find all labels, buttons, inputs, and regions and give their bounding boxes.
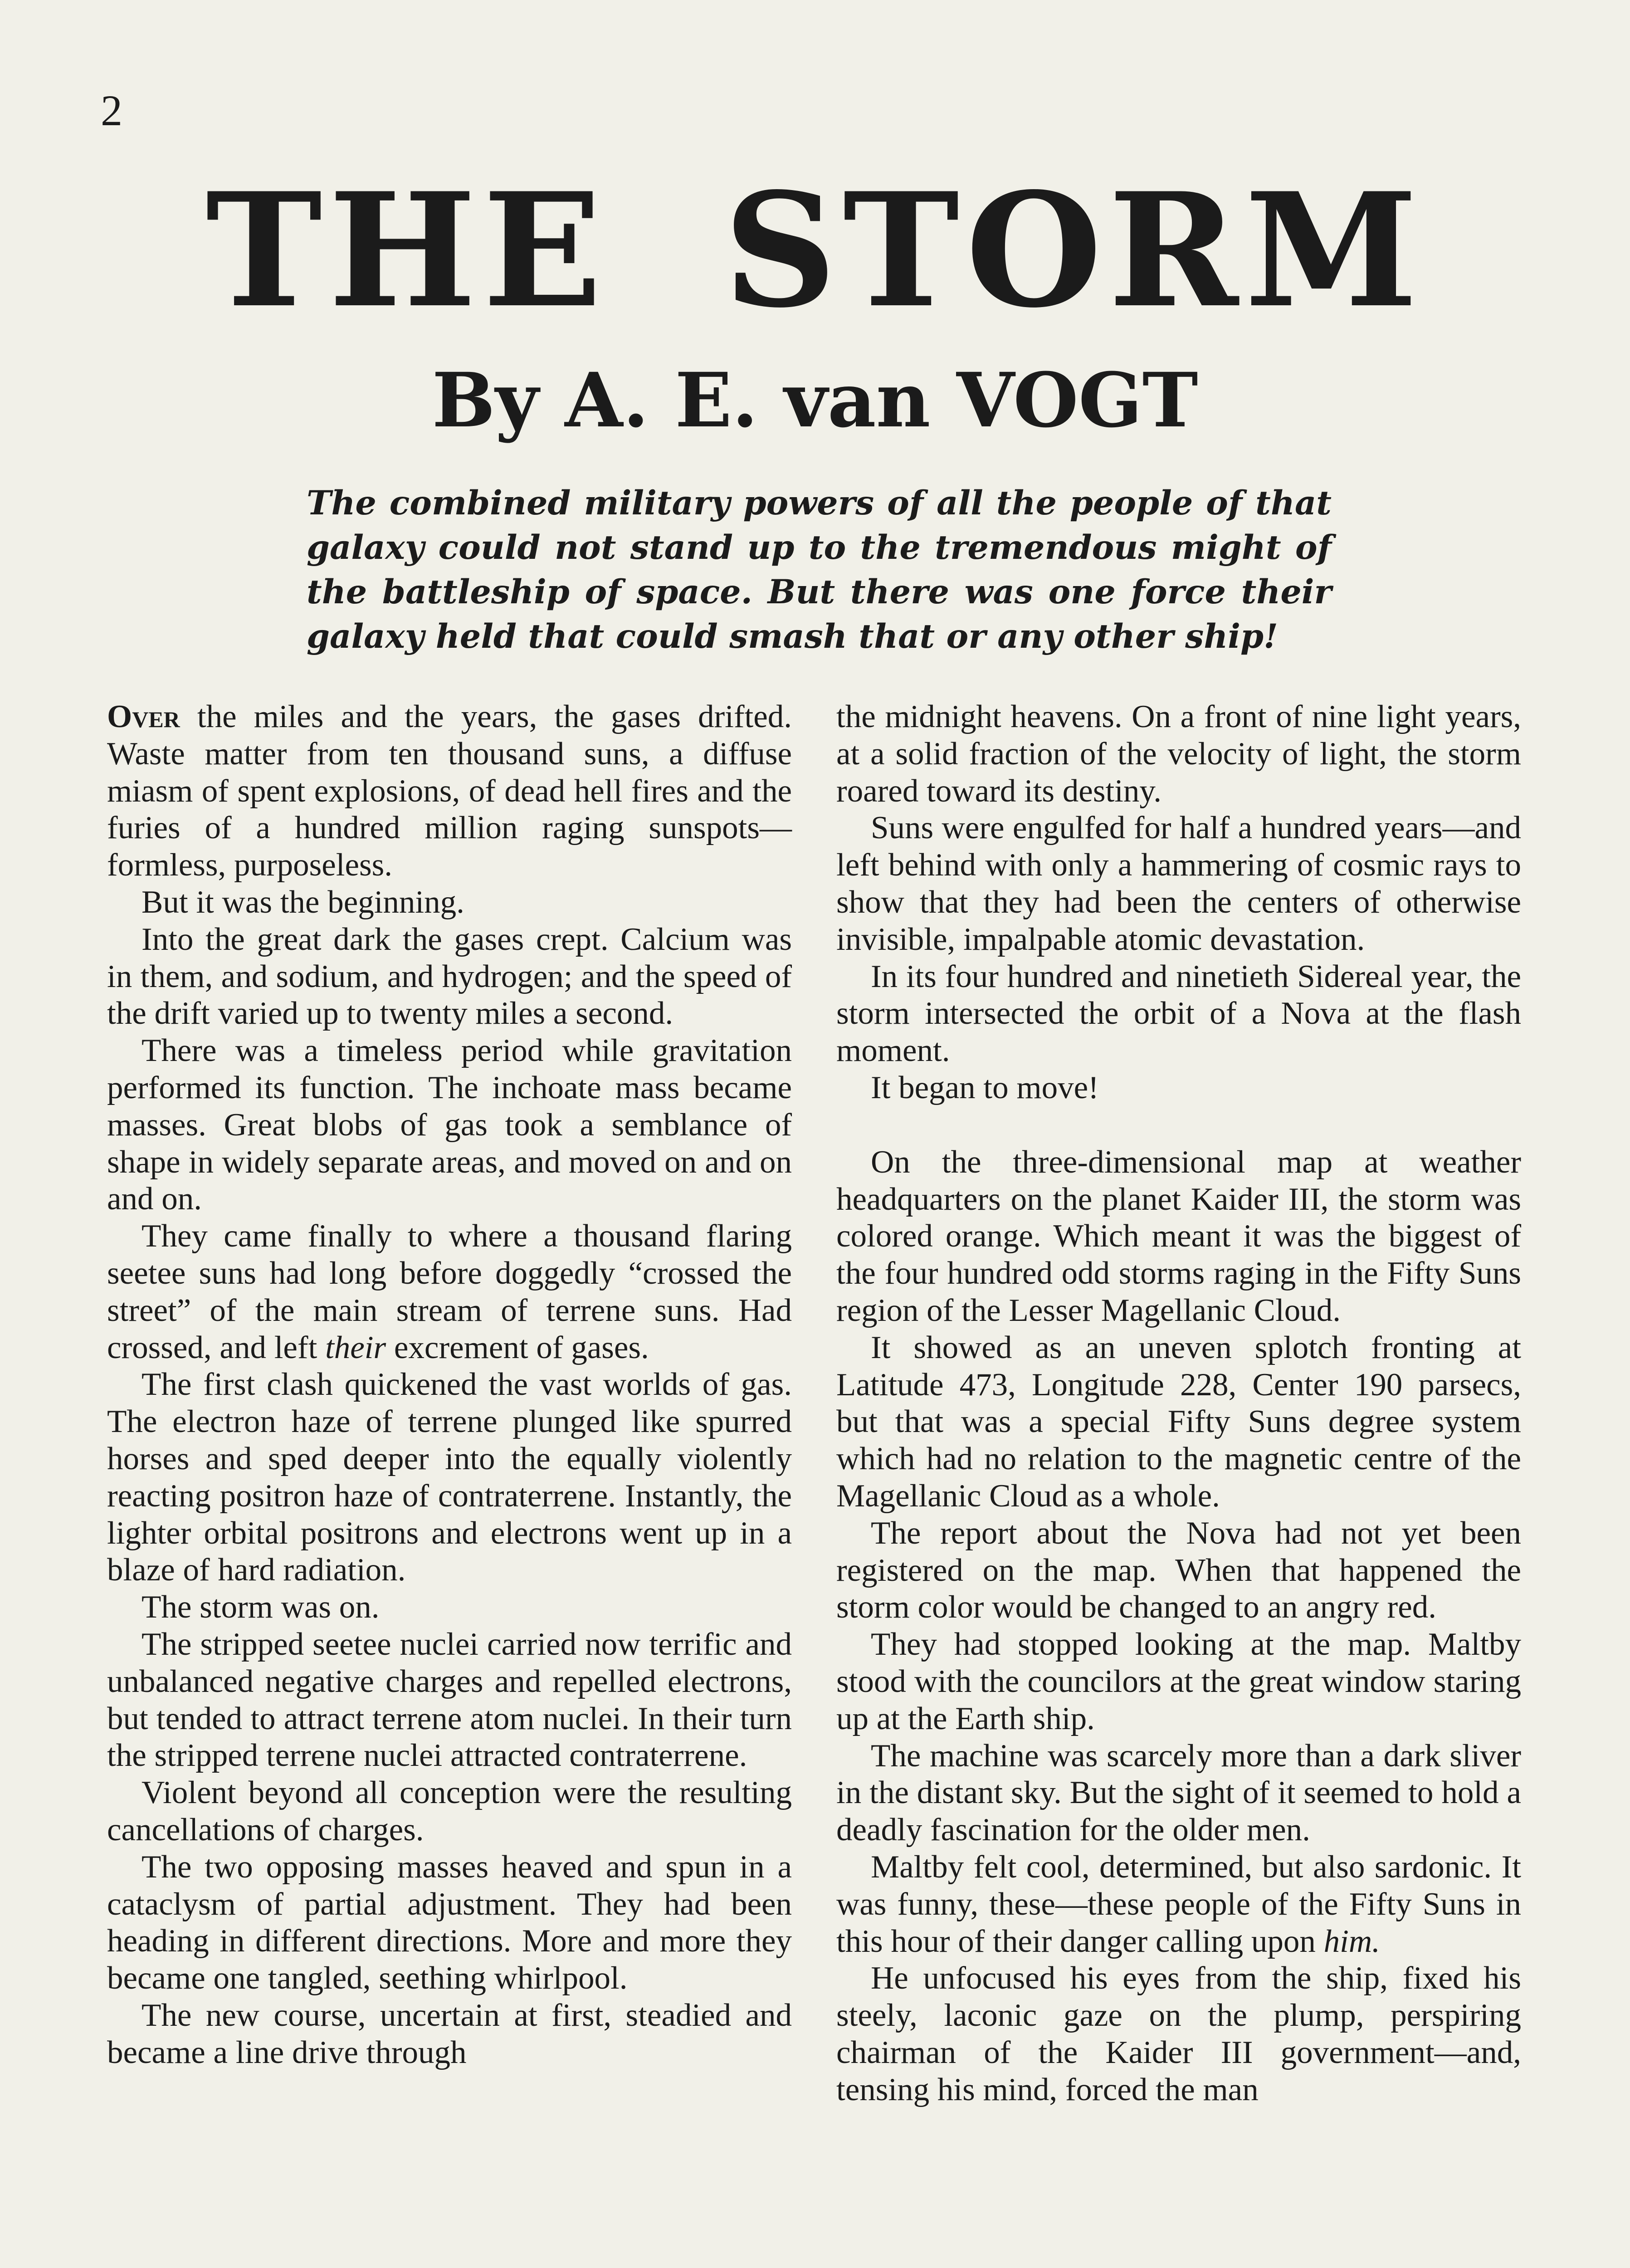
emphasis-text: their [325,1330,386,1365]
story-paragraph: The report about the Nova had not yet been registered on the map. When that happened the storm color would be changed to an angry red. [836,1515,1521,1625]
story-paragraph: the midnight heavens. On a front of nine light years, at a solid fraction of the velocity of light, the storm roared toward its destiny. [836,699,1521,809]
story-paragraph: The new course, uncertain at first, steadied and became a line drive through [107,1997,792,2070]
story-paragraph: In its four hundred and ninetieth Sidereal year, the storm intersected the orbit of a Nova at the flash moment. [836,958,1521,1069]
paragraph-text: the miles and the years, the gases drifted. Waste matter from ten thousand suns, a diffuse miasm of spent explosions, of dead hell fires and the furies of a hundred million raging sunspots—formless, purposeless. [107,699,792,883]
story-paragraph: It showed as an uneven splotch fronting at Latitude 473, Longitude 228, Center 190 parsecs, but that was a special Fifty Suns degree system which had no relation to the magnetic centre of the Magellanic Cloud as a whole. [836,1330,1521,1514]
story-paragraph: The machine was scarcely more than a dark sliver in the distant sky. But the sight of it seemed to hold a deadly fascination for the older men. [836,1738,1521,1848]
author-byline: By A. E. van VOGT [432,356,1198,444]
story-paragraph: But it was the beginning. [142,884,464,920]
story-column-right [836,699,1521,2108]
paragraph-text: Maltby felt cool, determined, but also sardonic. It was funny, these—these people of the Fifty Suns in this hour of their danger calling upon [836,1849,1521,1959]
story-paragraph: It began to move! [871,1070,1099,1105]
story-paragraph: The stripped seetee nuclei carried now terrific and unbalanced negative charges and repelled electrons, but tended to attract terrene atom nuclei. In their turn the stripped terrene nuclei attracted contraterrene. [107,1626,792,1774]
paragraph-text: They came finally to where a thousand flaring seetee suns had long before doggedly “crossed the street” of the main stream of terrene suns. Had crossed, and left [107,1218,792,1365]
story-paragraph: The first clash quickened the vast worlds of gas. The electron haze of terrene plunged like spurred horses and sped deeper into the equally violently reacting positron haze of contraterrene. Instantly, the lighter orbital positrons and electrons went up in a blaze of hard radiation. [107,1367,792,1588]
story-paragraph: Into the great dark the gases crept. Calcium was in them, and sodium, and hydrogen; and the speed of the drift varied up to twenty miles a second. [107,921,792,1031]
lead-word: Over [107,699,180,734]
story-blurb: The combined military powers of all the people of that galaxy could not stand up to the tremendous might of the battleship of space. But there was one force their galaxy held that could smash that or any other ship! [307,484,1332,656]
story-paragraph [107,699,792,884]
story-paragraph [107,1218,792,1366]
story-paragraph: On the three-dimensional map at weather headquarters on the planet Kaider III, the storm was colored orange. Which meant it was the biggest of the four hundred odd storms raging in the Fifty Suns region of the Lesser Magellanic Cloud. [836,1144,1521,1328]
story-paragraph: The storm was on. [142,1589,380,1625]
story-column-left [107,699,792,2071]
story-paragraph: Violent beyond all conception were the resulting cancellations of charges. [107,1775,792,1848]
story-paragraph: They had stopped looking at the map. Maltby stood with the councilors at the great window staring up at the Earth ship. [836,1627,1521,1736]
story-paragraph: The two opposing masses heaved and spun in a cataclysm of partial adjustment. They had been heading in different directions. More and more they became one tangled, seething whirlpool. [107,1849,792,1996]
page-number: 2 [101,86,122,135]
story-paragraph: He unfocused his eyes from the ship, fixed his steely, laconic gaze on the plump, perspiring chairman of the Kaider III government—and, tensing his mind, forced the man [836,1960,1521,2107]
story-paragraph: Suns were engulfed for half a hundred years—and left behind with only a hammering of cosmic rays to show that they had been the centers of otherwise invisible, impalpable atomic devastation. [836,810,1521,957]
story-title: THE STORM [205,159,1425,342]
paragraph-text: excrement of gases. [394,1330,649,1365]
story-paragraph [836,1849,1521,1960]
emphasis-text: him. [1323,1923,1380,1959]
story-paragraph: There was a timeless period while gravitation performed its function. The inchoate mass became masses. Great blobs of gas took a semblance of shape in widely separate areas, and moved on and on and on. [107,1033,792,1217]
